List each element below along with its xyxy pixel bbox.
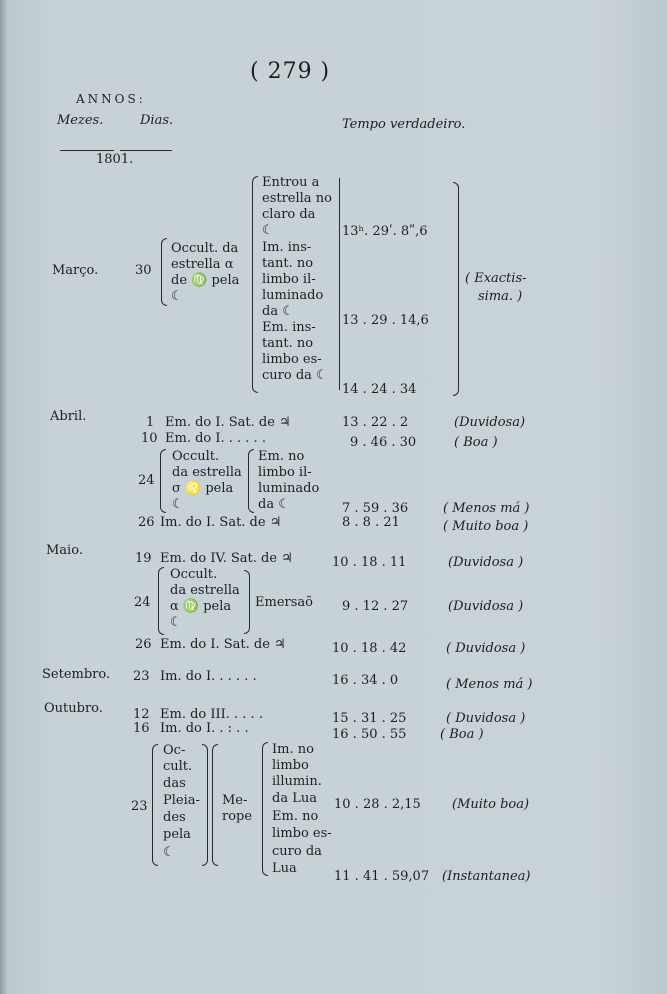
- maio-occult-line: α ♍ pela: [170, 599, 232, 614]
- abril-em-line: luminado: [258, 481, 320, 496]
- maio-day26: 26: [135, 637, 152, 652]
- page-number: ( 279 ): [250, 59, 331, 84]
- marco-day: 30: [135, 263, 152, 278]
- marco-im-line: limbo il-: [262, 272, 316, 287]
- maio-occult-line: da estrella: [170, 583, 240, 598]
- outubro-merope: Me-: [222, 793, 248, 808]
- abril-em-brace: [248, 449, 254, 513]
- marco-im-line: tant. no: [262, 256, 314, 271]
- maio-time24: 9 . 12 . 27: [342, 599, 409, 614]
- abril-occult-line: Occult.: [172, 449, 220, 464]
- month-outubro: Outubro.: [44, 701, 103, 716]
- tempo-heading: Tempo verdadeiro.: [342, 117, 466, 132]
- marco-entrou-line: ☾: [262, 223, 274, 238]
- abril-quality: ( Boa ): [454, 435, 498, 450]
- annos-heading: ANNOS:: [76, 92, 146, 106]
- outubro-im-line: illumin.: [272, 774, 322, 789]
- month-abril: Abril.: [50, 409, 87, 424]
- dias-heading: Dias.: [140, 113, 174, 128]
- marco-quality: sima. ): [478, 289, 523, 304]
- year-brace-right: [120, 150, 172, 151]
- marco-time: 14 . 24 . 34: [342, 382, 417, 397]
- abril-time: 13 . 22 . 2: [342, 415, 409, 430]
- maio-emersao: Emersaõ: [255, 595, 313, 610]
- outubro-occult-line: pela: [163, 827, 191, 842]
- outubro-em-line: curo da: [272, 844, 322, 859]
- marco-time: 13 . 29 . 14,6: [342, 313, 429, 328]
- outubro-occult-line: ☾: [163, 845, 175, 860]
- outubro-merope: rope: [222, 809, 253, 824]
- maio-quality24: (Duvidosa ): [448, 599, 524, 614]
- outubro-time: 11 . 41 . 59,07: [334, 869, 430, 884]
- outubro-time: 16 . 50 . 55: [332, 727, 407, 742]
- outubro-day: 12: [133, 707, 150, 722]
- marco-em-line: tant. no: [262, 336, 314, 351]
- mezes-heading: Mezes.: [57, 113, 104, 128]
- abril-quality: (Duvidosa): [454, 415, 526, 430]
- outubro-em-line: limbo es-: [272, 826, 332, 841]
- outubro-occult-line: des: [163, 810, 186, 825]
- maio-quality26: ( Duvidosa ): [446, 641, 526, 656]
- outubro-occult-brace-right: [202, 744, 208, 866]
- maio-day24: 24: [134, 595, 151, 610]
- outubro-quality23: (Instantanea): [442, 869, 531, 884]
- abril-time: 9 . 46 . 30: [350, 435, 417, 450]
- abril-occult-brace: [160, 449, 166, 513]
- outubro-quality: ( Boa ): [440, 727, 484, 742]
- month-maio: Maio.: [46, 543, 83, 558]
- marco-entrou-line: claro da: [262, 207, 316, 222]
- marco-occult-line: Occult. da: [171, 241, 239, 256]
- marco-quality-brace: [453, 182, 459, 396]
- outubro-event: Im. do I. . : . .: [160, 721, 249, 736]
- abril-quality26: ( Muito boa ): [443, 519, 529, 534]
- outubro-im-line: limbo: [272, 758, 309, 773]
- maio-occult-line: ☾: [170, 615, 182, 630]
- marco-entrou-line: Entrou a: [262, 175, 320, 190]
- outubro-occult-brace: [152, 744, 158, 866]
- maio-brace-right: [244, 570, 250, 634]
- abril-time24: 7 . 59 . 36: [342, 501, 409, 516]
- year-label: 1801.: [96, 152, 134, 167]
- marco-events-brace: [252, 176, 258, 393]
- outubro-quality: ( Duvidosa ): [446, 711, 526, 726]
- outubro-event: Em. do III. . . . .: [160, 707, 263, 722]
- marco-im-line: Im. ins-: [262, 240, 312, 255]
- setembro-quality: ( Menos má ): [446, 677, 533, 692]
- marco-em-line: Em. ins-: [262, 320, 316, 335]
- abril-day26: 26: [138, 515, 155, 530]
- outubro-im-line: Im. no: [272, 742, 314, 757]
- outubro-events-brace: [262, 742, 268, 876]
- marco-time: 13ʰ. 29ʹ. 8ʺ,6: [342, 224, 428, 239]
- abril-day: 1: [146, 415, 155, 430]
- abril-event26: Im. do I. Sat. de ♃: [160, 515, 282, 530]
- outubro-day23: 23: [131, 799, 148, 814]
- maio-event: Em. do IV. Sat. de ♃: [160, 551, 293, 566]
- abril-day24: 24: [138, 473, 155, 488]
- marco-entrou-line: estrella no: [262, 191, 332, 206]
- marco-occult-line: ☾: [171, 289, 183, 304]
- marco-occult-line: estrella α: [171, 257, 234, 272]
- page-gutter-shadow: [0, 0, 7, 994]
- setembro-time: 16 . 34 . 0: [332, 673, 399, 688]
- month-marco: Março.: [52, 263, 99, 278]
- marco-im-line: luminado: [262, 288, 324, 303]
- outubro-em-line: Lua: [272, 861, 297, 876]
- abril-em-line: da ☾: [258, 497, 290, 512]
- maio-time: 10 . 18 . 11: [332, 555, 407, 570]
- outubro-time: 10 . 28 . 2,15: [334, 797, 421, 812]
- outubro-occult-line: Oc-: [163, 743, 186, 758]
- abril-time26: 8 . 8 . 21: [342, 515, 400, 530]
- marco-em-line: curo da ☾: [262, 368, 328, 383]
- outubro-day: 16: [133, 721, 150, 736]
- maio-event26: Em. do I. Sat. de ♃: [160, 637, 286, 652]
- month-setembro: Setembro.: [42, 667, 111, 682]
- abril-occult-line: da estrella: [172, 465, 242, 480]
- outubro-merope-brace: [212, 744, 218, 866]
- setembro-event: Im. do I. . . . . .: [160, 669, 257, 684]
- outubro-occult-line: cult.: [163, 759, 193, 774]
- year-brace-left: [60, 150, 114, 151]
- outubro-em-line: Em. no: [272, 809, 319, 824]
- abril-em-line: Em. no: [258, 449, 305, 464]
- marco-im-line: da ☾: [262, 304, 294, 319]
- outubro-im-line: da Lua: [272, 791, 317, 806]
- marco-rule-left: [339, 178, 340, 390]
- abril-event: Em. do I. . . . . .: [165, 431, 266, 446]
- outubro-time: 15 . 31 . 25: [332, 711, 407, 726]
- abril-occult-line: σ ♌ pela: [172, 481, 234, 496]
- abril-em-line: limbo il-: [258, 465, 312, 480]
- outubro-occult-line: Pleia-: [163, 793, 200, 808]
- marco-quality: ( Exactis-: [465, 271, 527, 286]
- marco-occult-brace: [161, 238, 167, 306]
- maio-quality: (Duvidosa ): [448, 555, 524, 570]
- abril-day: 10: [141, 431, 158, 446]
- maio-time26: 10 . 18 . 42: [332, 641, 407, 656]
- maio-occult-line: Occult.: [170, 567, 218, 582]
- marco-occult-line: de ♍ pela: [171, 273, 240, 288]
- abril-event: Em. do I. Sat. de ♃: [165, 415, 291, 430]
- outubro-occult-line: das: [163, 776, 186, 791]
- outubro-quality23: (Muito boa): [452, 797, 530, 812]
- maio-day: 19: [135, 551, 152, 566]
- abril-quality24: ( Menos má ): [443, 501, 530, 516]
- setembro-day: 23: [133, 669, 150, 684]
- maio-occult-brace: [158, 567, 164, 635]
- marco-em-line: limbo es-: [262, 352, 322, 367]
- abril-occult-line: ☾: [172, 497, 184, 512]
